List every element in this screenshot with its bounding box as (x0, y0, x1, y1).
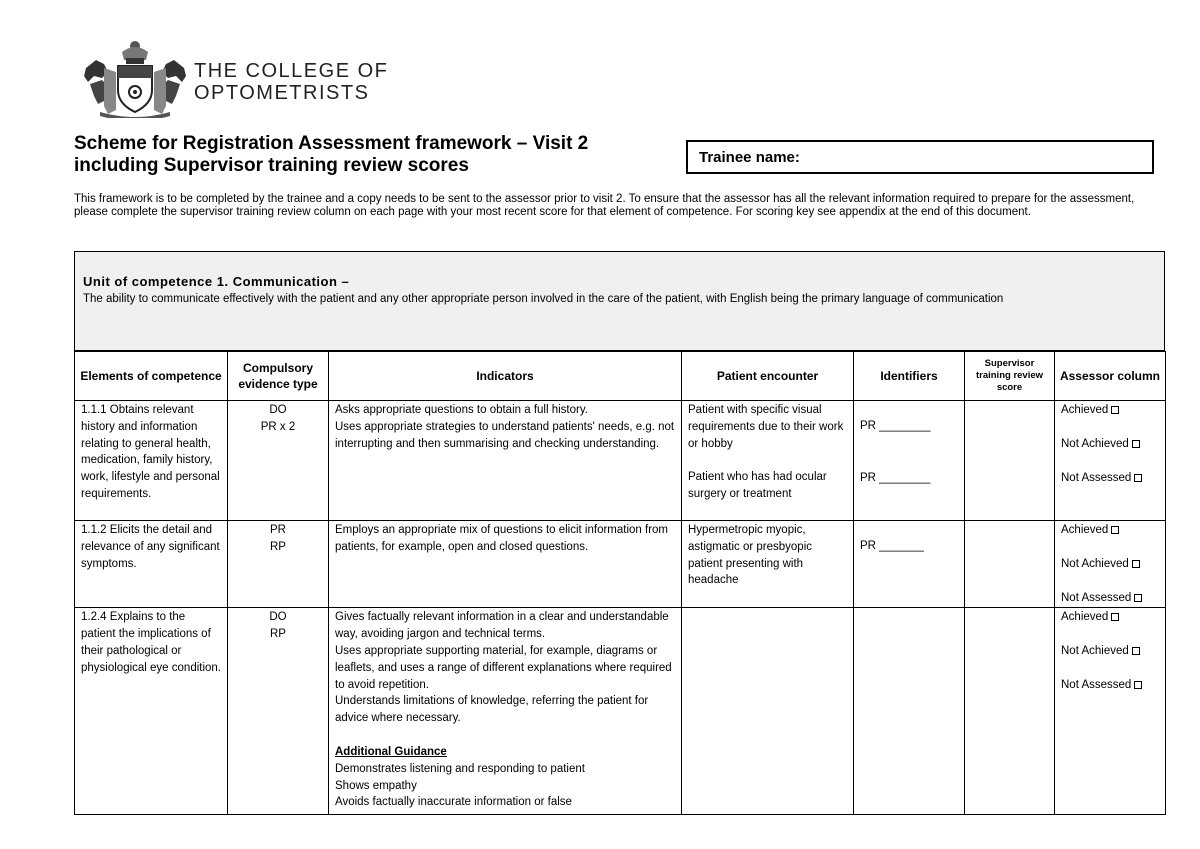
assessor-option[interactable]: Not Achieved (1061, 556, 1159, 573)
identifier-field[interactable]: PR ________ (860, 471, 931, 484)
indicator-text: Understands limitations of knowledge, referring the patient for advice where necessary. (335, 695, 649, 725)
header-identifiers: Identifiers (854, 352, 965, 401)
checkbox-icon[interactable] (1134, 474, 1142, 482)
assessor-option[interactable]: Not Assessed (1061, 470, 1159, 487)
table-row (75, 401, 1166, 521)
guidance-text: Avoids factually inaccurate information or false (335, 796, 572, 809)
header-supervisor: Supervisor training review score (965, 352, 1055, 401)
assessor-option[interactable]: Achieved (1061, 609, 1159, 626)
identifiers-cell[interactable] (854, 521, 965, 608)
competence-table (74, 351, 1166, 815)
indicators-cell (329, 401, 682, 521)
identifier-field[interactable]: PR _______ (860, 540, 924, 552)
heraldic-crest-icon (82, 38, 188, 118)
trainee-name-label: Trainee name: (699, 149, 800, 166)
header-evidence: Compulsory evidence type (228, 352, 329, 401)
logo-line2: OPTOMETRISTS (194, 82, 370, 104)
supervisor-score-cell[interactable] (965, 608, 1055, 815)
table-row (75, 608, 1166, 815)
checkbox-icon[interactable] (1134, 681, 1142, 689)
checkbox-icon[interactable] (1132, 560, 1140, 568)
unit-banner (74, 251, 1165, 351)
element-cell: 1.1.1 Obtains relevant history and information relating to general health, medication, family history, work, lifestyle and personal requirements. (75, 401, 228, 521)
identifier-field[interactable]: PR ________ (860, 420, 931, 432)
assessor-cell (1055, 608, 1166, 815)
indicator-text: Uses appropriate strategies to understand patients' needs, e.g. not interrupting and then summarising and checking understanding. (335, 420, 675, 450)
trainee-name-field[interactable] (686, 140, 1154, 174)
assessor-cell (1055, 521, 1166, 608)
college-logo (82, 38, 412, 118)
indicator-text: Employs an appropriate mix of questions to elicit information from patients, for example, open and closed questions. (335, 524, 669, 553)
indicators-cell (329, 608, 682, 815)
supervisor-score-cell[interactable] (965, 521, 1055, 608)
college-name (194, 60, 388, 104)
identifiers-cell[interactable] (854, 401, 965, 521)
encounter-cell (682, 401, 854, 521)
encounter-cell (682, 521, 854, 608)
evidence-item: PR x 2 (260, 420, 296, 433)
checkbox-icon[interactable] (1134, 594, 1142, 602)
element-cell: 1.1.2 Elicits the detail and relevance of any significant symptoms. (75, 521, 228, 608)
evidence-item: RP (270, 628, 286, 641)
table-header-row (75, 352, 1166, 401)
encounter-cell (682, 608, 854, 815)
indicator-text: Asks appropriate questions to obtain a full history. (335, 404, 588, 416)
assessor-option[interactable]: Not Achieved (1061, 436, 1159, 453)
header-assessor: Assessor column (1055, 352, 1166, 401)
element-cell: 1.2.4 Explains to the patient the implications of their pathological or physiological eye condition. (75, 608, 228, 815)
indicator-text: Gives factually relevant information in a clear and understandable way, avoiding jargon and technical terms. (335, 611, 669, 641)
evidence-cell (228, 521, 329, 608)
evidence-item: RP (270, 540, 286, 553)
header-elements: Elements of competence (75, 352, 228, 401)
evidence-item: PR (270, 524, 286, 536)
unit-title: Unit of competence 1. Communication – (83, 274, 350, 289)
page-title: Scheme for Registration Assessment framework – Visit 2 including Supervisor training review scores (74, 133, 589, 176)
indicator-text: Uses appropriate supporting material, for example, diagrams or leaflets, and uses a range of different explanations where required to avoid repetition. (335, 644, 672, 691)
guidance-text: Demonstrates listening and responding to patient (335, 762, 585, 775)
encounter-text: Patient with specific visual requirements due to their work or hobby (688, 404, 844, 450)
identifiers-cell[interactable] (854, 608, 965, 815)
encounter-text: Patient who has had ocular surgery or treatment (688, 471, 827, 501)
checkbox-icon[interactable] (1132, 440, 1140, 448)
checkbox-icon[interactable] (1132, 647, 1140, 655)
evidence-cell (228, 608, 329, 815)
header-encounter: Patient encounter (682, 352, 854, 401)
checkbox-icon[interactable] (1111, 526, 1119, 534)
assessor-cell (1055, 401, 1166, 521)
header-indicators: Indicators (329, 352, 682, 401)
evidence-item: DO (269, 611, 287, 624)
evidence-item: DO (269, 404, 287, 416)
supervisor-score-cell[interactable] (965, 401, 1055, 521)
guidance-text: Shows empathy (335, 779, 417, 792)
evidence-cell (228, 401, 329, 521)
assessor-option[interactable]: Achieved (1061, 522, 1159, 539)
assessor-option[interactable]: Not Assessed (1061, 590, 1159, 607)
encounter-text: Hypermetropic myopic, astigmatic or presbyopic patient presenting with headache (688, 524, 812, 587)
checkbox-icon[interactable] (1111, 613, 1119, 621)
assessor-option[interactable]: Not Assessed (1061, 677, 1159, 694)
indicators-cell (329, 521, 682, 608)
unit-description: The ability to communicate effectively with the patient and any other appropriate person involved in the care of the patient, with English being the primary language of communication (83, 293, 1004, 305)
assessor-option[interactable]: Achieved (1061, 402, 1159, 419)
intro-text: This framework is to be completed by the trainee and a copy needs to be sent to the assessor prior to visit 2. To ensure that the assessor has all the relevant information required to prepare for the assessment, please complete the supervisor training review column on each page with your most recent score for that element of competence. For scoring key see appendix at the end of this document. (74, 193, 1135, 218)
table-row (75, 521, 1166, 608)
guidance-title: Additional Guidance (335, 745, 447, 758)
logo-line1: THE COLLEGE OF (194, 60, 389, 82)
assessor-option[interactable]: Not Achieved (1061, 643, 1159, 660)
checkbox-icon[interactable] (1111, 406, 1119, 414)
